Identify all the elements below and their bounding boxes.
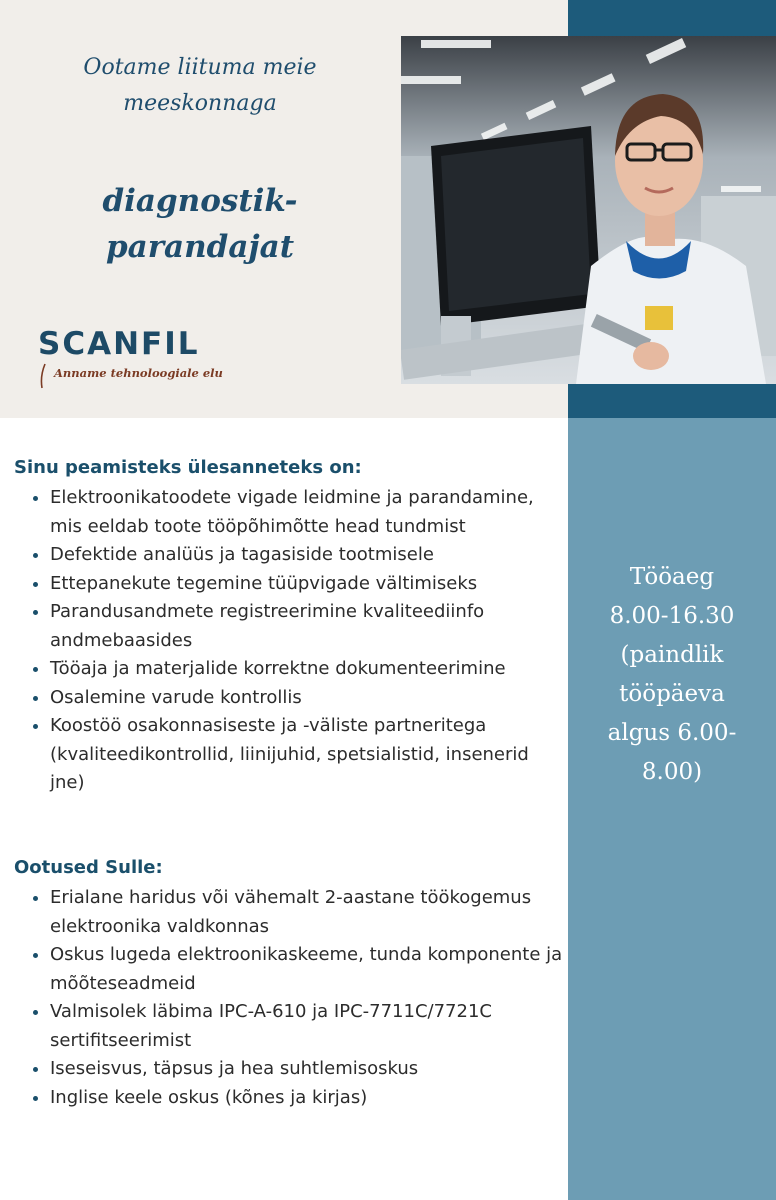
intro-line: Ootame liituma meie xyxy=(83,55,317,80)
list-item: • Defektide analüüs ja tagasiside tootmisele xyxy=(50,541,564,570)
intro-line: meeskonnaga xyxy=(123,91,277,116)
job-title-line: parandajat xyxy=(105,229,295,265)
job-title-line: diagnostik- xyxy=(102,183,298,219)
job-title xyxy=(40,178,360,270)
work-hours-line: 8.00) xyxy=(641,759,703,785)
intro-text xyxy=(40,50,360,122)
tagline-bracket-icon xyxy=(38,362,48,390)
work-hours xyxy=(578,558,766,792)
list-item: • Tööaja ja materjalide korrektne dokumenteerimine xyxy=(50,655,564,684)
scanfil-logo: SCANFIL xyxy=(38,326,200,362)
list-item: • Oskus lugeda elektroonikaskeeme, tunda komponente ja mõõteseadmeid xyxy=(50,941,564,998)
expectations-heading: Ootused Sulle: xyxy=(14,857,163,878)
tasks-list xyxy=(14,484,564,798)
expectations-list xyxy=(14,884,564,1112)
list-item: • Erialane haridus või vähemalt 2-aastane töökogemus elektroonika valdkonnas xyxy=(50,884,564,941)
work-hours-line: tööpäeva xyxy=(619,681,725,707)
work-hours-line: (paindlik xyxy=(620,642,724,668)
list-item: • Ettepanekute tegemine tüüpvigade vältimiseks xyxy=(50,570,564,599)
list-item: • Iseseisvus, täpsus ja hea suhtlemisoskus xyxy=(50,1055,564,1084)
list-item: • Koostöö osakonnasiseste ja -väliste partneritega (kvaliteedikontrollid, liinijuhid, spetsialistid, insenerid jne) xyxy=(50,712,564,798)
list-item: • Osalemine varude kontrollis xyxy=(50,684,564,713)
work-hours-line: algus 6.00- xyxy=(607,720,737,746)
tasks-section xyxy=(14,454,564,798)
expectations-section xyxy=(14,854,564,1112)
tasks-heading: Sinu peamisteks ülesanneteks on: xyxy=(14,457,362,478)
list-item: • Valmisolek läbima IPC-A-610 ja IPC-7711C/7721C sertifitseerimist xyxy=(50,998,564,1055)
accent-column-light xyxy=(568,418,776,1200)
list-item: • Inglise keele oskus (kõnes ja kirjas) xyxy=(50,1084,564,1113)
list-item: • Elektroonikatoodete vigade leidmine ja parandamine, mis eeldab toote tööpõhimõtte head tundmist xyxy=(50,484,564,541)
logo-tagline: Anname tehnoloogiale elu xyxy=(54,366,223,380)
work-hours-line: 8.00-16.30 xyxy=(609,603,735,629)
list-item: • Parandusandmete registreerimine kvaliteediinfo andmebaasides xyxy=(50,598,564,655)
work-hours-line: Tööaeg xyxy=(629,564,715,590)
technician-photo xyxy=(401,36,776,384)
